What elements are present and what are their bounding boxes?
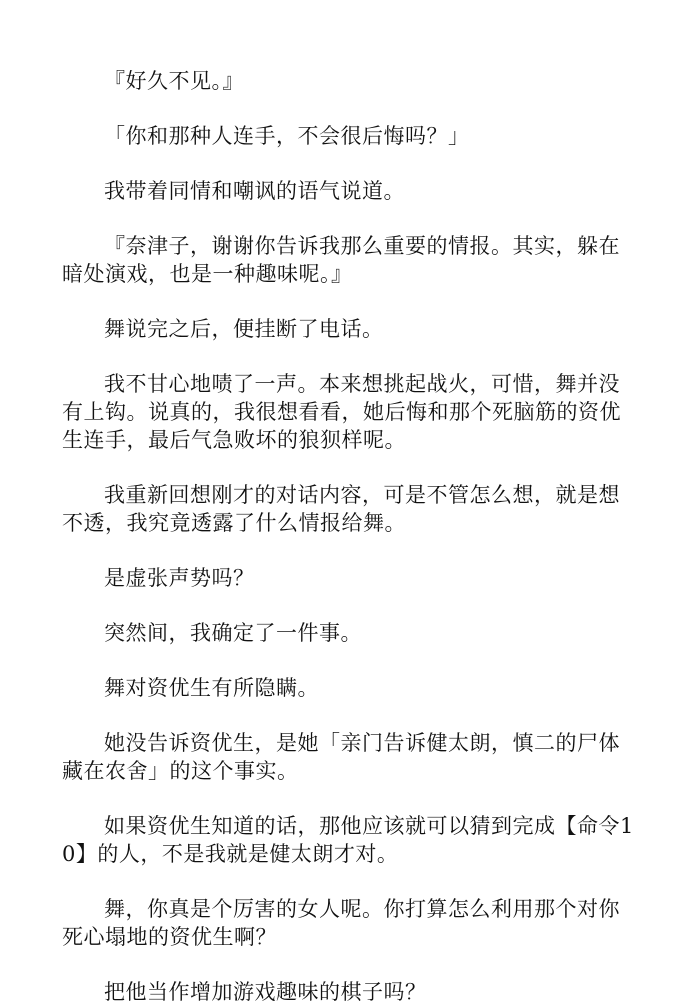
paragraph: 「你和那种人连手，不会很后悔吗？」 <box>104 124 470 148</box>
paragraph: 『奈津子，谢谢你告诉我那么重要的情报。其实，躲在暗处演戏，也是一种趣味呢。』 <box>62 234 620 286</box>
paragraph: 把他当作增加游戏趣味的棋子吗？ <box>104 980 427 1004</box>
paragraph: 舞对资优生有所隐瞒。 <box>104 676 319 700</box>
paragraph: 突然间，我确定了一件事。 <box>104 621 362 645</box>
paragraph: 我不甘心地啧了一声。本来想挑起战火，可惜，舞并没有上钩。说真的，我很想看看，她后悔和那个死脑筋的资优生连手，最后气急败坏的狼狈样呢。 <box>62 372 621 452</box>
paragraph: 我重新回想刚才的对话内容，可是不管怎么想，就是想不透，我究竟透露了什么情报给舞。 <box>62 483 620 535</box>
paragraph: 『好久不见。』 <box>104 69 244 93</box>
paragraph: 我带着同情和嘲讽的语气说道。 <box>104 179 405 203</box>
paragraph: 如果资优生知道的话，那他应该就可以猜到完成【命令10】的人，不是我就是健太朗才对。 <box>62 814 634 866</box>
paragraph: 舞说完之后，便挂断了电话。 <box>104 317 384 341</box>
paragraph: 舞，你真是个厉害的女人呢。你打算怎么利用那个对你死心塌地的资优生啊？ <box>62 897 620 949</box>
paragraph: 她没告诉资优生，是她「亲门告诉健太朗，慎二的尸体藏在农舍」的这个事实。 <box>62 731 620 783</box>
paragraph: 是虚张声势吗？ <box>104 566 255 590</box>
